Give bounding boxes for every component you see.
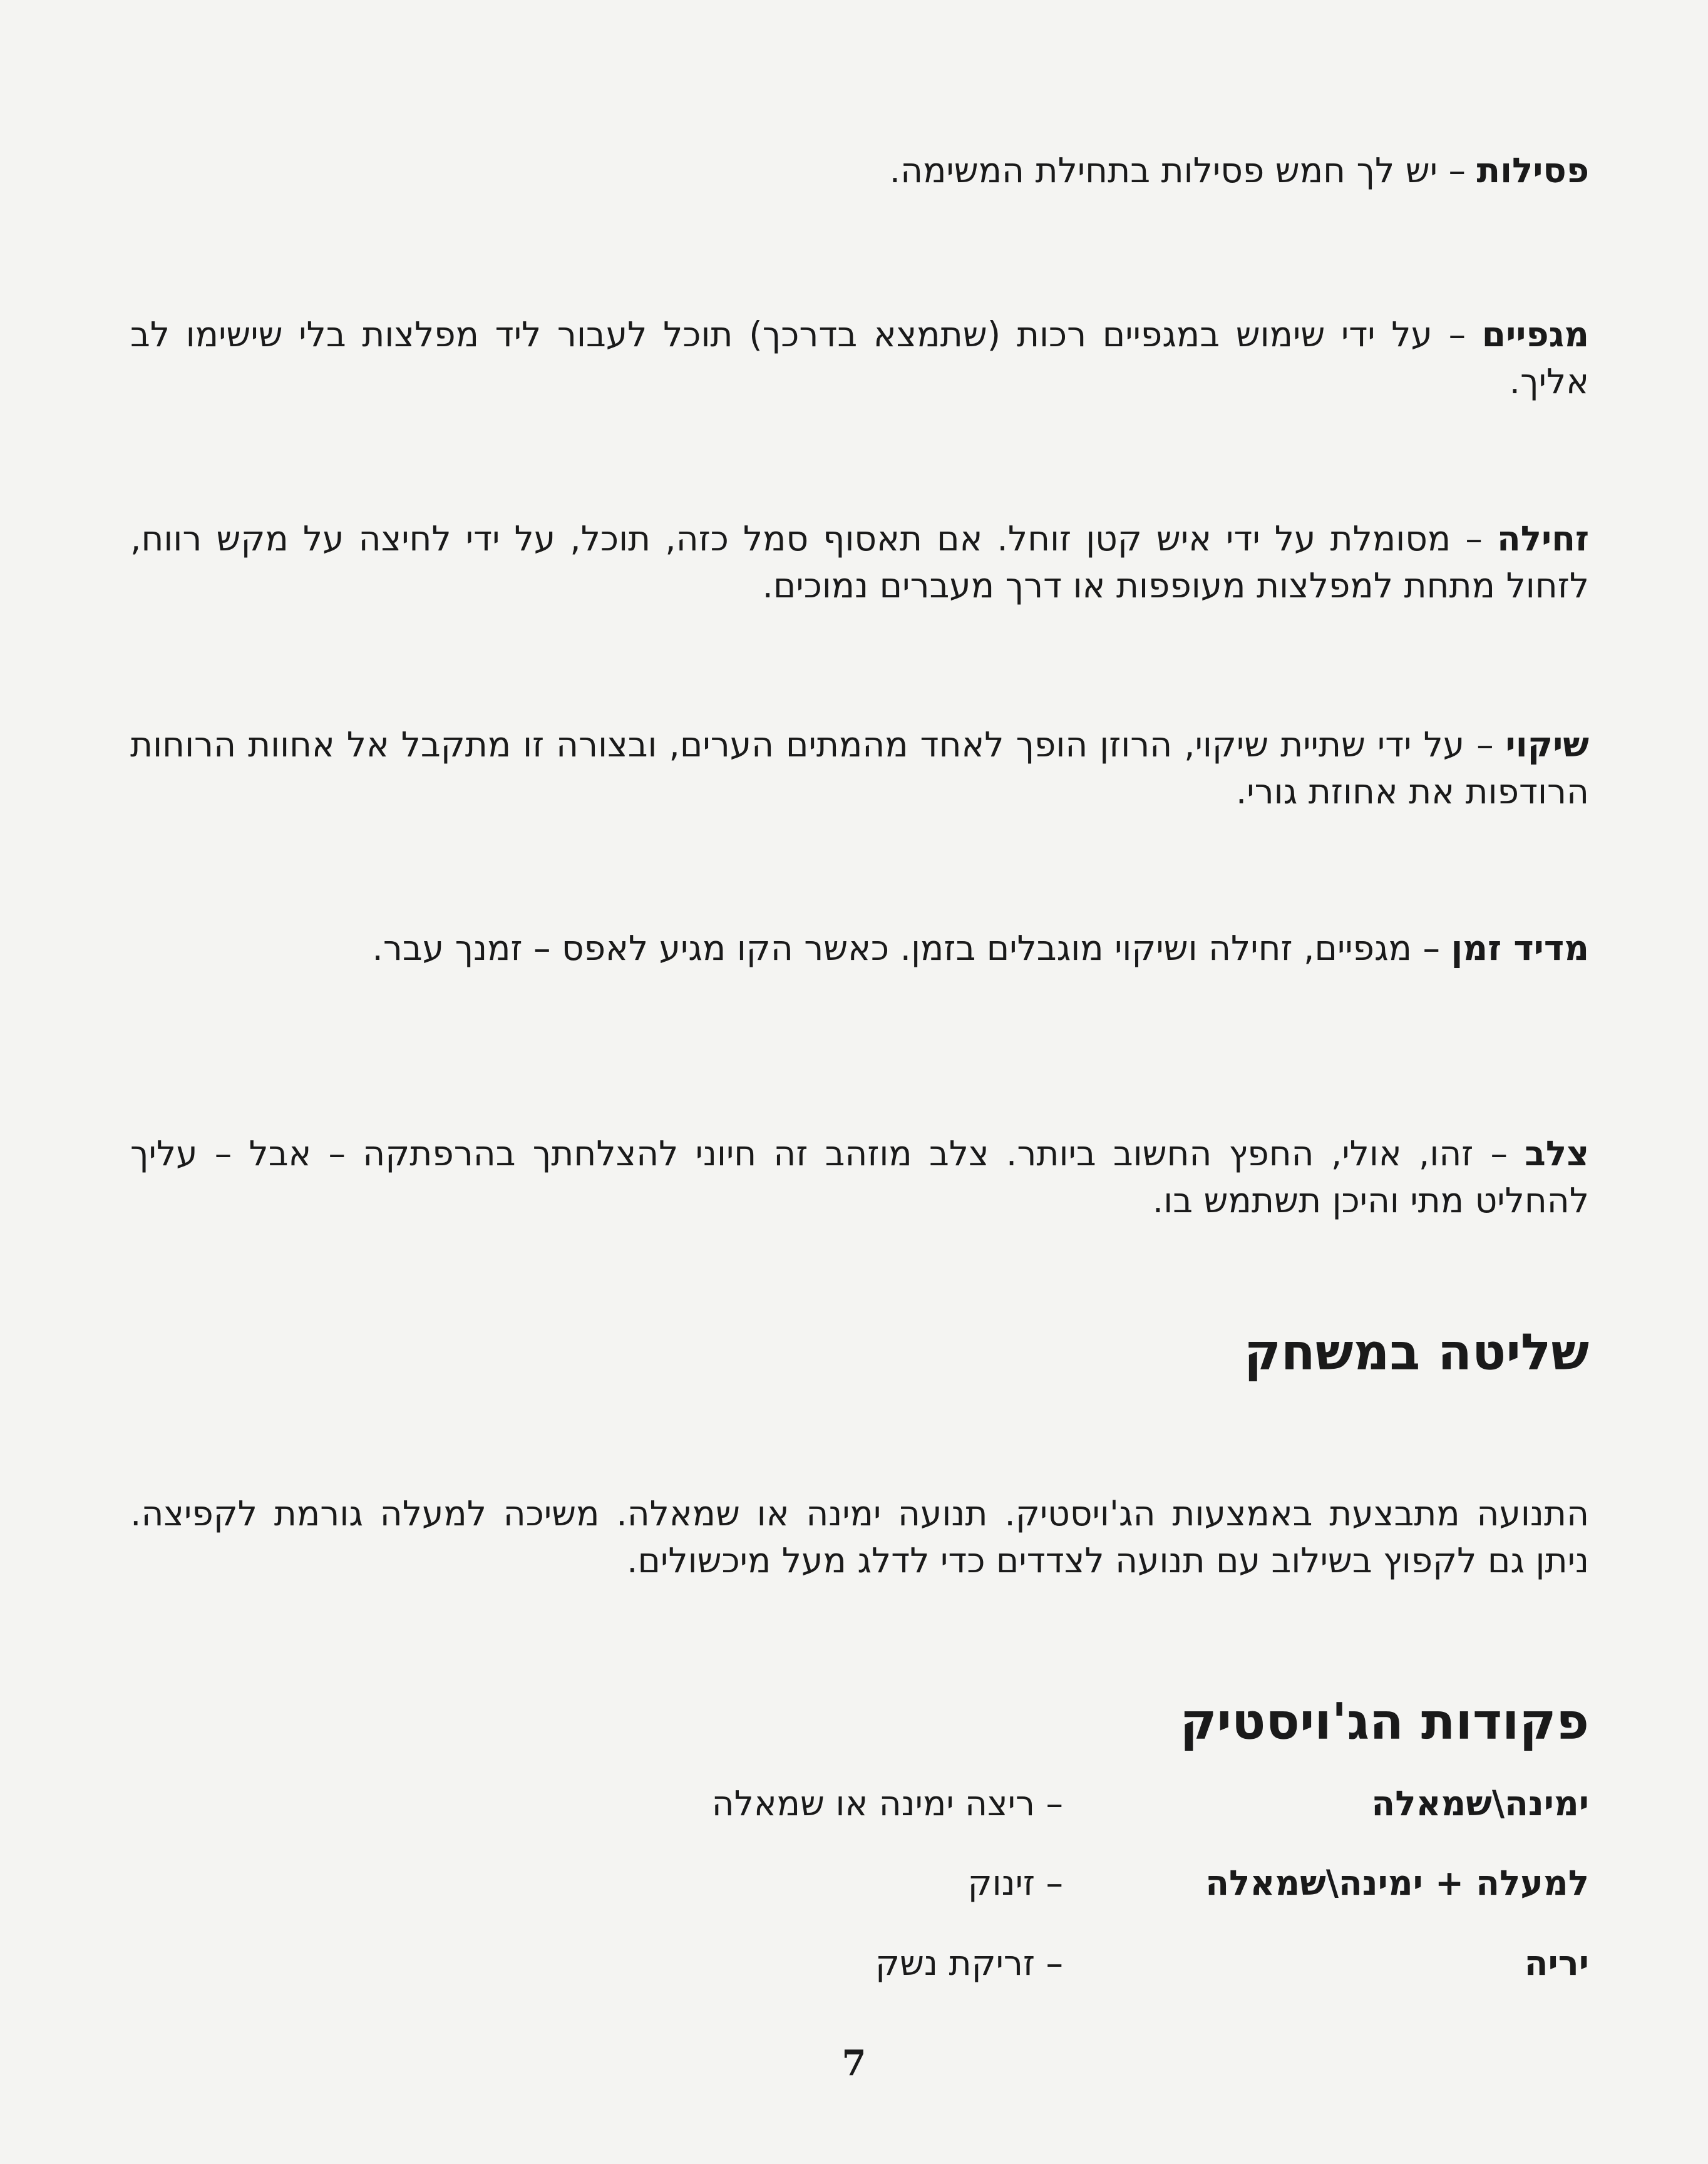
entry-term: שיקוי	[1505, 724, 1589, 765]
entry-cross	[130, 1130, 1589, 1224]
entry-boots	[130, 311, 1589, 405]
heading-joystick-commands: פקודות הג'ויסטיק	[1180, 1693, 1589, 1751]
entry-crawl	[130, 515, 1589, 609]
command-description: – זריקת נשק	[875, 1943, 1063, 1983]
entry-dash: –	[1451, 518, 1497, 559]
command-key: יריה	[1524, 1943, 1589, 1983]
command-key: למעלה + ימינה\שמאלה	[1205, 1863, 1589, 1903]
entry-text: על ידי שתיית שיקוי, הרוזן הופך לאחד מהמתים הערים, ובצורה זו מתקבל אל אחוות הרוחות הרודפות את אחוזת גורי.	[130, 724, 1589, 812]
control-description: התנועה מתבצעת באמצעות הג'ויסטיק. תנועה ימינה או שמאלה. משיכה למעלה גורמת לקפיצה. ניתן גם לקפוץ בשילוב עם תנועה לצדדים כדי לדלג מעל מיכשולים.	[130, 1493, 1589, 1580]
entry-text: מסומלת על ידי איש קטן זוחל. אם תאסוף סמל כזה, תוכל, על ידי לחיצה על מקש רווח, לזחול מתחת למפלצות מעופפות או דרך מעברים נמוכים.	[130, 518, 1589, 605]
command-description: – זינוק	[967, 1863, 1063, 1903]
entry-term: צלב	[1525, 1133, 1590, 1173]
entry-text: יש לך חמש פסילות בתחילת המשימה.	[889, 150, 1438, 190]
page-number: 7	[841, 2043, 867, 2084]
entry-term: מדיד זמן	[1451, 928, 1589, 968]
entry-potion	[130, 721, 1589, 815]
command-row-left-right	[130, 1778, 1589, 1828]
entry-dash: –	[1432, 314, 1482, 354]
entry-text: זהו, אולי, החפץ החשוב ביותר. צלב מוזהב זה חיוני להצלחתך בהרפתקה – אבל – עליך להחליט מתי והיכן תשתמש בו.	[130, 1133, 1589, 1220]
entry-term: מגפיים	[1481, 314, 1590, 354]
entry-dash: –	[1438, 150, 1477, 190]
heading-game-control: שליטה במשחק	[1244, 1323, 1589, 1381]
entry-dash: –	[1473, 1133, 1525, 1173]
entry-dash: –	[1412, 928, 1451, 968]
entry-dash: –	[1464, 724, 1506, 765]
entry-disqualifications	[130, 147, 1589, 194]
command-row-fire	[130, 1938, 1589, 1988]
entry-timer	[130, 925, 1589, 972]
entry-term: פסילות	[1476, 150, 1589, 190]
command-row-jump	[130, 1858, 1589, 1908]
command-description: – ריצה ימינה או שמאלה	[711, 1783, 1063, 1823]
command-key: ימינה\שמאלה	[1371, 1783, 1589, 1823]
entry-term: זחילה	[1496, 518, 1589, 559]
entry-text: מגפיים, זחילה ושיקוי מוגבלים בזמן. כאשר הקו מגיע לאפס – זמנך עבר.	[372, 928, 1412, 968]
entry-text: על ידי שימוש במגפיים רכות (שתמצא בדרכך) תוכל לעבור ליד מפלצות בלי שישימו לב אליך.	[130, 314, 1589, 401]
